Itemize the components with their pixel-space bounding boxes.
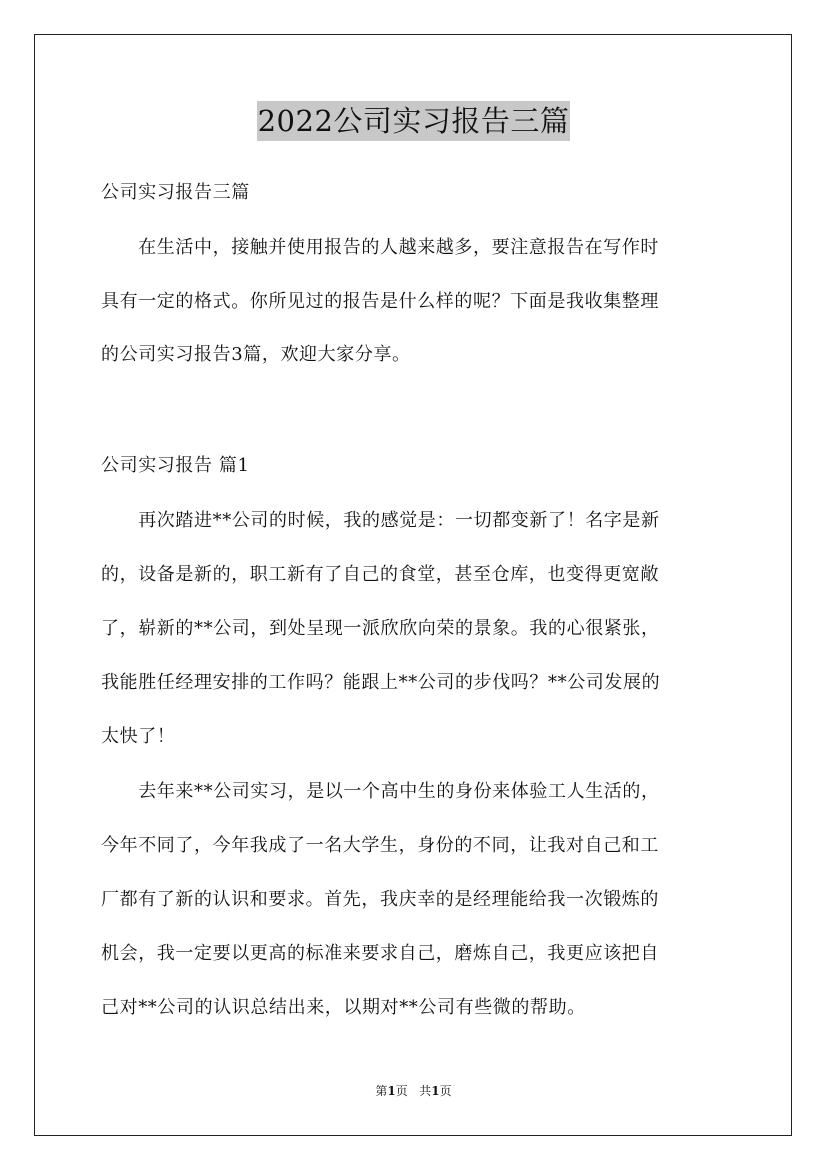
paragraph-line: 今年不同了，今年我成了一名大学生，身份的不同，让我对自己和工 xyxy=(101,835,659,856)
total-pages: 1 xyxy=(431,1084,440,1098)
page-unit: 页 xyxy=(395,1084,408,1098)
title-wrap xyxy=(0,101,827,141)
document-title: 2022公司实习报告三篇 xyxy=(257,101,571,141)
paragraph-line: 去年来**公司实习，是以一个高中生的身份来体验工人生活的， xyxy=(101,781,660,802)
paragraph-line: 了，崭新的**公司，到处呈现一派欣欣向荣的景象。我的心很紧张， xyxy=(101,618,660,639)
page-prefix: 第 xyxy=(375,1084,388,1098)
intro-line: 在生活中，接触并使用报告的人越来越多，要注意报告在写作时 xyxy=(101,237,659,258)
paragraph-line: 机会，我一定要以更高的标准来要求自己，磨炼自己，我更应该把自 xyxy=(101,943,659,964)
intro-line: 具有一定的格式。你所见过的报告是什么样的呢？下面是我收集整理 xyxy=(101,291,659,312)
intro-line: 的公司实习报告3篇，欢迎大家分享。 xyxy=(101,344,411,365)
page-number: 1 xyxy=(387,1084,396,1098)
paragraph-line: 太快了！ xyxy=(101,726,176,747)
total-unit: 页 xyxy=(439,1084,452,1098)
paragraph-line: 己对**公司的认识总结出来，以期对**公司有些微的帮助。 xyxy=(101,997,586,1018)
total-prefix: 共 xyxy=(419,1084,432,1098)
paragraph-line: 再次踏进**公司的时候，我的感觉是：一切都变新了！名字是新 xyxy=(101,510,660,531)
section-heading: 公司实习报告 篇1 xyxy=(101,455,250,476)
paragraph-line: 我能胜任经理安排的工作吗？能跟上**公司的步伐吗？**公司发展的 xyxy=(101,672,661,693)
document-subtitle: 公司实习报告三篇 xyxy=(101,182,250,203)
paragraph-line: 的，设备是新的，职工新有了自己的食堂，甚至仓库，也变得更宽敞 xyxy=(101,564,659,585)
paragraph-line: 厂都有了新的认识和要求。首先，我庆幸的是经理能给我一次锻炼的 xyxy=(101,889,659,910)
page-footer xyxy=(0,1083,827,1099)
